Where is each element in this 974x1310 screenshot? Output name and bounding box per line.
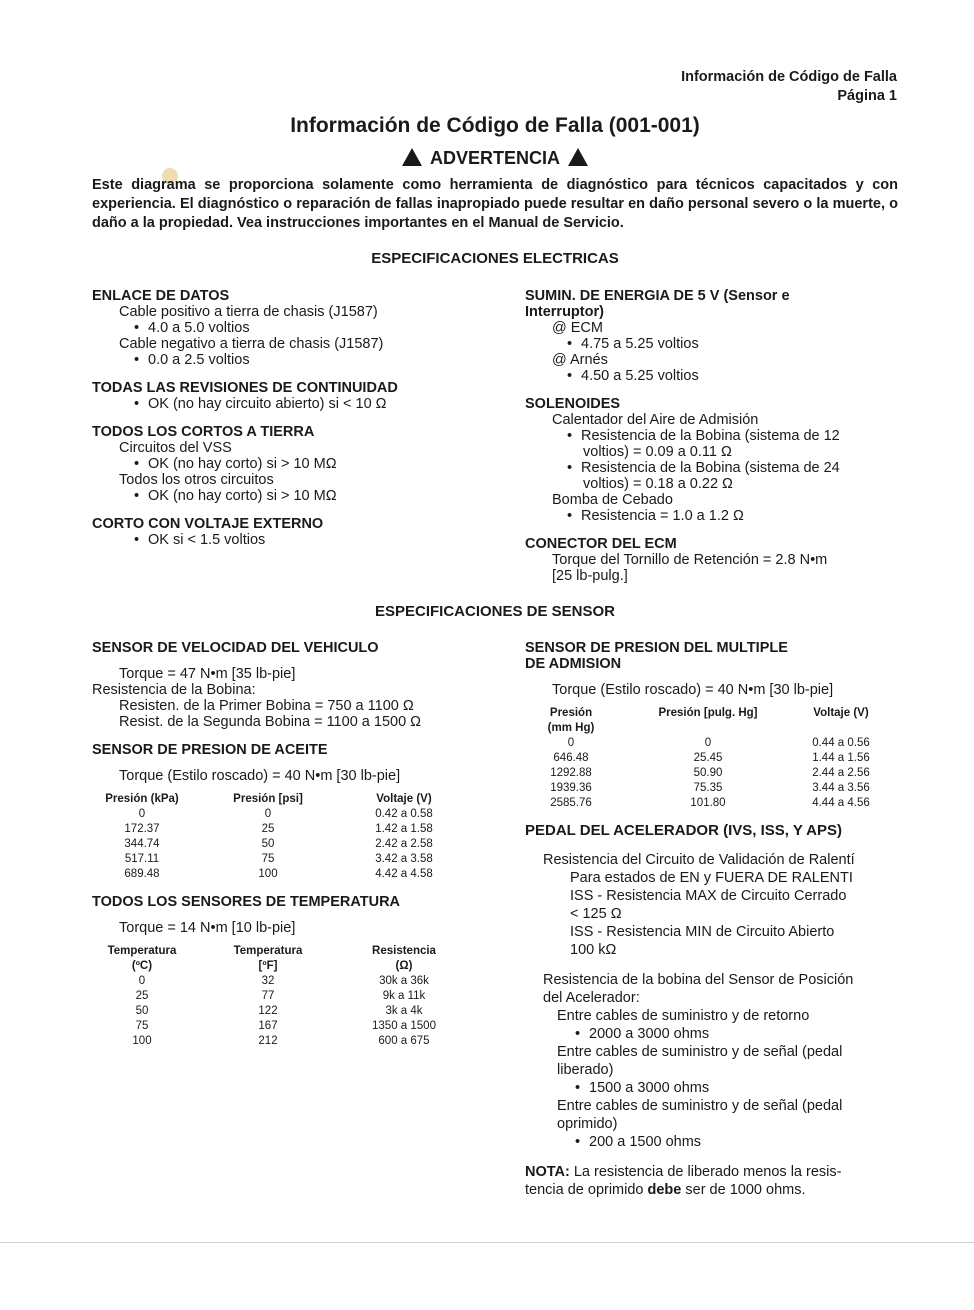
- table-header: [96, 944, 188, 974]
- pedal-line: < 125 Ω: [570, 906, 622, 922]
- table-cell: 122: [258, 1005, 278, 1017]
- table-row: [96, 989, 460, 1004]
- cortos-bullet: • OK (no hay corto) si > 10 MΩ: [92, 488, 502, 504]
- aceite-table: [96, 792, 460, 882]
- table-cell: 1939.36: [550, 782, 592, 794]
- table-header: Voltaje (V): [376, 793, 432, 805]
- solenoides-bullet: • Resistencia de la Bobina (sistema de 24: [525, 460, 915, 476]
- table-row: [96, 852, 460, 867]
- page-header: [681, 68, 897, 106]
- table-header: [348, 944, 460, 974]
- solenoides-bullet-cont: voltios) = 0.09 a 0.11 Ω: [583, 444, 732, 460]
- table-cell: 100: [132, 1035, 152, 1047]
- table-cell: 4.44 a 4.56: [812, 797, 870, 809]
- solenoides-bullet: • Resistencia = 1.0 a 1.2 Ω: [525, 508, 915, 524]
- warning-heading: [0, 148, 974, 169]
- note: [525, 1163, 920, 1181]
- sumin-line: @ Arnés: [552, 352, 608, 368]
- table-row: [525, 751, 883, 766]
- pedal-line: ISS - Resistencia MIN de Circuito Abierto: [570, 924, 835, 940]
- table-header-line: (ºC): [131, 960, 153, 972]
- conector-line: [25 lb-pulg.]: [552, 568, 628, 584]
- solenoides-title: SOLENOIDES: [525, 396, 621, 412]
- pedal-line: Entre cables de suministro y de retorno: [557, 1008, 810, 1024]
- enlace-line: Cable positivo a tierra de chasis (J1587): [119, 304, 378, 320]
- table-header-line: Presión [pulg. Hg]: [658, 707, 758, 719]
- table-cell: 0: [264, 808, 272, 820]
- table-cell: 0: [704, 737, 712, 749]
- page-number: Página 1: [837, 88, 897, 104]
- enlace-title: ENLACE DE DATOS: [92, 288, 230, 304]
- table-cell: 3k a 4k: [385, 1005, 423, 1017]
- table-cell: 0: [138, 808, 146, 820]
- table-cell: 172.37: [124, 823, 160, 835]
- table-row: [525, 796, 883, 811]
- warning-label: ADVERTENCIA: [429, 148, 560, 168]
- table-header: [799, 706, 883, 736]
- table-cell: 75: [135, 1020, 149, 1032]
- table-header-line: (mm Hg): [547, 722, 595, 734]
- header-title: Información de Código de Falla: [681, 69, 897, 85]
- table-row: [96, 822, 460, 837]
- cortos-line: Circuitos del VSS: [119, 440, 232, 456]
- pedal-line: 100 kΩ: [570, 942, 617, 958]
- pedal-line: Para estados de EN y FUERA DE RALENTI: [570, 870, 853, 886]
- table-header-line: Presión: [549, 707, 593, 719]
- table-cell: 600 a 675: [378, 1035, 430, 1047]
- table-cell: 344.74: [124, 838, 160, 850]
- table-cell: 2.42 a 2.58: [375, 838, 433, 850]
- scan-edge: [0, 1242, 974, 1243]
- temperatura-torque: Torque = 14 N•m [10 lb-pie]: [119, 920, 296, 936]
- pedal-line: ISS - Resistencia MAX de Circuito Cerrado: [570, 888, 847, 904]
- velocidad-line: Resist. de la Segunda Bobina = 1100 a 1500 Ω: [119, 714, 422, 730]
- table-cell: 2585.76: [550, 797, 592, 809]
- warning-text: Este diagrama se proporciona solamente como herramienta de diagnóstico para técnicos capacitados y con experiencia. El diagnóstico o reparación de fallas inapropiado puede resultar en daño personal severo o la muerte, o daño a la propiedad. Vea instrucciones importantes en el Manual de Servicio.: [92, 177, 898, 231]
- sensor-right-column: [525, 640, 920, 1199]
- pedal-bullet: • 2000 a 3000 ohms: [525, 1025, 920, 1043]
- cortos-line: Todos los otros circuitos: [119, 472, 274, 488]
- table-header: [188, 944, 348, 974]
- note-text: ser de 1000 ohms.: [681, 1182, 806, 1198]
- table-row: [96, 1019, 460, 1034]
- table-cell: 1292.88: [550, 767, 592, 779]
- externo-bullet: • OK si < 1.5 voltios: [92, 532, 502, 548]
- table-cell: 100: [258, 868, 278, 880]
- table-cell: 9k a 11k: [382, 990, 426, 1002]
- table-header: [525, 706, 617, 736]
- continuidad-title: TODAS LAS REVISIONES DE CONTINUIDAD: [92, 380, 398, 396]
- sumin-bullet: • 4.75 a 5.25 voltios: [525, 336, 915, 352]
- table-cell: 1350 a 1500: [372, 1020, 436, 1032]
- sumin-title: SUMIN. DE ENERGIA DE 5 V (Sensor e: [525, 288, 790, 304]
- table-row: [96, 1034, 460, 1049]
- temperatura-title: TODOS LOS SENSORES DE TEMPERATURA: [92, 894, 401, 910]
- table-header-line: Voltaje (V): [813, 707, 869, 719]
- table-cell: 101.80: [690, 797, 726, 809]
- table-row: [525, 766, 883, 781]
- table-header-line: Temperatura: [233, 945, 303, 957]
- table-cell: 75: [261, 853, 275, 865]
- pedal-line: del Acelerador:: [543, 990, 640, 1006]
- pedal-line: Entre cables de suministro y de señal (pedal: [557, 1044, 843, 1060]
- table-header-line: [ºF]: [258, 960, 278, 972]
- electrical-right-column: [525, 288, 915, 584]
- sumin-bullet: • 4.50 a 5.25 voltios: [525, 368, 915, 384]
- velocidad-line: Resisten. de la Primer Bobina = 750 a 1100 Ω: [119, 698, 414, 714]
- sumin-line: @ ECM: [552, 320, 603, 336]
- aceite-torque: Torque (Estilo roscado) = 40 N•m [30 lb-pie]: [119, 768, 401, 784]
- table-header: Presión (kPa): [105, 793, 179, 805]
- conector-title: CONECTOR DEL ECM: [525, 536, 677, 552]
- temperatura-table: [96, 944, 460, 1049]
- multiple-torque: Torque (Estilo roscado) = 40 N•m [30 lb-pie]: [552, 682, 834, 698]
- table-cell: 25: [135, 990, 149, 1002]
- sumin-title-cont: Interruptor): [525, 304, 604, 320]
- electrical-left-column: [92, 288, 502, 548]
- pedal-line: Resistencia del Circuito de Validación de Ralentí: [543, 852, 855, 868]
- table-cell: 0.42 a 0.58: [375, 808, 433, 820]
- enlace-bullet: • 4.0 a 5.0 voltios: [92, 320, 502, 336]
- table-cell: 517.11: [124, 853, 160, 865]
- note-label: NOTA:: [525, 1164, 570, 1180]
- aceite-title: SENSOR DE PRESION DE ACEITE: [92, 742, 328, 758]
- externo-title: CORTO CON VOLTAJE EXTERNO: [92, 516, 324, 532]
- table-cell: 0: [138, 975, 146, 987]
- document-title: Información de Código de Falla (001-001): [290, 114, 700, 137]
- table-header-line: Temperatura: [107, 945, 177, 957]
- sensor-heading: ESPECIFICACIONES DE SENSOR: [374, 603, 616, 620]
- table-row: [96, 867, 460, 882]
- pedal-block: [525, 851, 920, 1199]
- pedal-line: Entre cables de suministro y de señal (pedal: [557, 1098, 843, 1114]
- solenoides-line: Calentador del Aire de Admisión: [552, 412, 759, 428]
- electrical-heading: ESPECIFICACIONES ELECTRICAS: [371, 250, 619, 267]
- pedal-line: oprimido): [557, 1116, 618, 1132]
- multiple-table: [525, 706, 883, 811]
- table-row: [96, 974, 460, 989]
- solenoides-bullet: • Resistencia de la Bobina (sistema de 12: [525, 428, 915, 444]
- table-cell: 32: [261, 975, 275, 987]
- table-cell: 1.42 a 1.58: [375, 823, 433, 835]
- table-header: Presión [psi]: [233, 793, 303, 805]
- table-cell: 3.42 a 3.58: [375, 853, 433, 865]
- pedal-bullet: • 1500 a 3000 ohms: [525, 1079, 920, 1097]
- table-row: [96, 807, 460, 822]
- table-cell: 77: [261, 990, 275, 1002]
- conector-line: Torque del Tornillo de Retención = 2.8 N•m: [552, 552, 828, 568]
- table-cell: 689.48: [124, 868, 160, 880]
- multiple-title: SENSOR DE PRESION DEL MULTIPLE: [525, 640, 788, 656]
- table-cell: 4.42 a 4.58: [375, 868, 433, 880]
- cortos-bullet: • OK (no hay corto) si > 10 MΩ: [92, 456, 502, 472]
- table-cell: 212: [258, 1035, 278, 1047]
- table-cell: 1.44 a 1.56: [812, 752, 870, 764]
- sensor-left-column: [92, 640, 502, 1049]
- pedal-title: PEDAL DEL ACELERADOR (IVS, ISS, Y APS): [525, 822, 843, 839]
- pedal-line: liberado): [557, 1062, 614, 1078]
- solenoides-line: Bomba de Cebado: [552, 492, 673, 508]
- table-cell: 0: [567, 737, 575, 749]
- table-cell: 25: [261, 823, 275, 835]
- table-cell: 50.90: [693, 767, 723, 779]
- table-cell: 0.44 a 0.56: [812, 737, 870, 749]
- table-header-line: (Ω): [395, 960, 413, 972]
- table-row: [525, 781, 883, 796]
- velocidad-title: SENSOR DE VELOCIDAD DEL VEHICULO: [92, 640, 379, 656]
- solenoides-bullet-cont: voltios) = 0.18 a 0.22 Ω: [583, 476, 733, 492]
- continuidad-bullet: • OK (no hay circuito abierto) si < 10 Ω: [92, 396, 502, 412]
- table-header-line: Resistencia: [372, 945, 436, 957]
- velocidad-line: Resistencia de la Bobina:: [92, 682, 256, 698]
- table-row: [96, 837, 460, 852]
- table-cell: 167: [258, 1020, 278, 1032]
- cortos-title: TODOS LOS CORTOS A TIERRA: [92, 424, 315, 440]
- pedal-line: Resistencia de la bobina del Sensor de Posición: [543, 972, 854, 988]
- note-emphasis: debe: [647, 1182, 682, 1198]
- table-row: [96, 1004, 460, 1019]
- table-cell: 25.45: [693, 752, 723, 764]
- enlace-line: Cable negativo a tierra de chasis (J1587): [119, 336, 384, 352]
- enlace-bullet: • 0.0 a 2.5 voltios: [92, 352, 502, 368]
- warning-triangle-icon: [402, 148, 422, 166]
- table-header: [617, 706, 799, 736]
- note-text: La resistencia de liberado menos la resis-: [569, 1164, 842, 1180]
- table-cell: 75.35: [693, 782, 723, 794]
- note-cont: [525, 1181, 920, 1199]
- table-cell: 50: [135, 1005, 149, 1017]
- table-cell: 3.44 a 3.56: [812, 782, 870, 794]
- table-cell: 2.44 a 2.56: [812, 767, 870, 779]
- table-row: [525, 736, 883, 751]
- table-cell: 646.48: [553, 752, 589, 764]
- table-cell: 50: [261, 838, 275, 850]
- pedal-bullet: • 200 a 1500 ohms: [525, 1133, 920, 1151]
- multiple-title-cont: DE ADMISION: [525, 656, 622, 672]
- warning-triangle-icon: [568, 148, 588, 166]
- note-text: tencia de oprimido: [525, 1182, 648, 1198]
- velocidad-line: Torque = 47 N•m [35 lb-pie]: [119, 666, 296, 682]
- table-cell: 30k a 36k: [379, 975, 429, 987]
